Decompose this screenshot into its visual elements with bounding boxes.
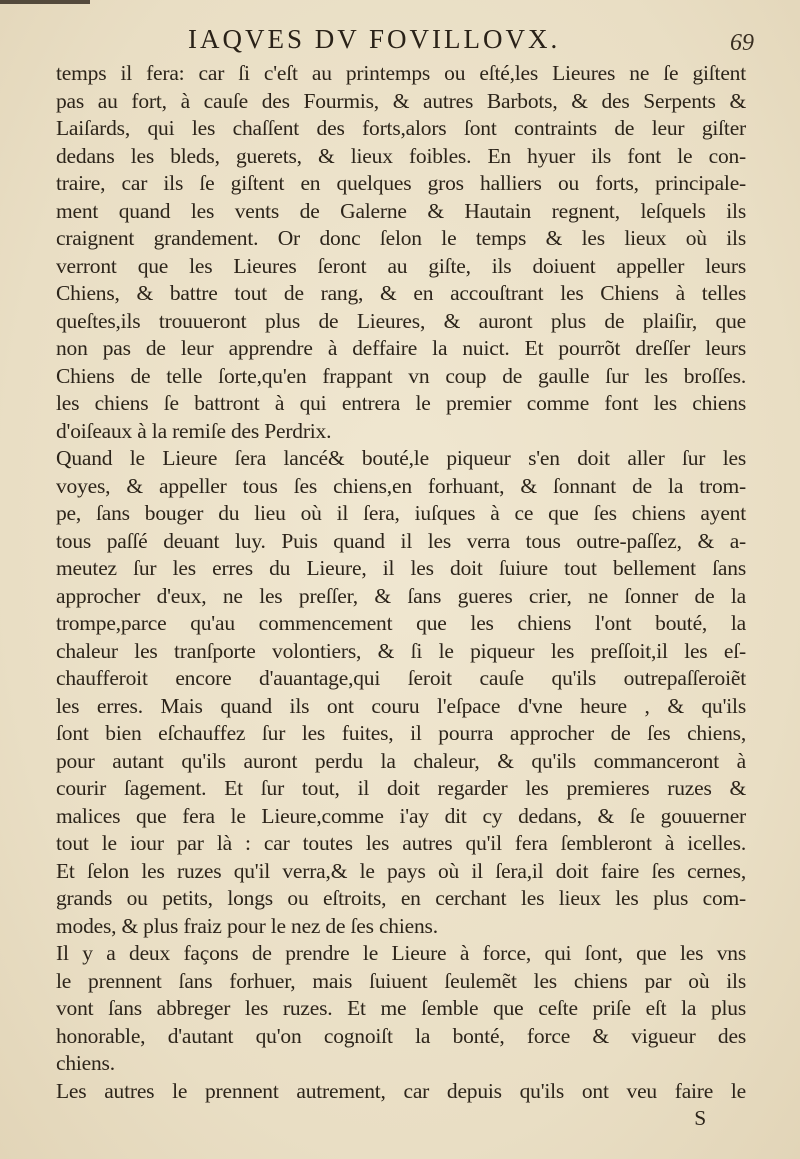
catchword: S [694,1106,706,1130]
page-number: 69 [730,30,754,56]
text-line: chaufferoit encore d'auantage,qui ſeroit cauſe qu'ils outrepaſſeroiẽt [56,666,746,690]
text-line: Chiens, & battre tout de rang, & en accouſtrant les Chiens à telles [56,281,746,305]
text-line: pour autant qu'ils auront perdu la chaleur, & qu'ils commanceront à [56,748,746,773]
top-edge-mark [0,0,90,4]
text-line: approcher d'eux, ne les preſſer, & ſans gueres crier, ne ſonner de la [56,583,746,608]
paragraph-end-line: d'oiſeaux à la remiſe des Perdrix. [56,418,332,443]
paragraph-first-line: Les autres le prennent autrement, car depuis qu'ils ont veu faire le [56,1078,746,1103]
text-line: queſtes,ils trouueront plus de Lieures, & auront plus de plaiſir, que [56,308,746,333]
text-line: verront que les Lieures ſeront au giſte, ils doiuent appeller leurs [56,253,746,278]
text-line: craignent grandement. Or donc ſelon le temps & les lieux où ils [56,226,746,250]
text-line: dedans les bleds, guerets, & lieux foibles. En hyuer ils font le con- [56,143,746,168]
text-line: tous paſſé deuant luy. Puis quand il les verra tous outre-paſſez, & a- [56,528,746,553]
text-line: les chiens ſe battront à qui entrera le premier comme font les chiens [56,391,746,415]
text-line: non pas de leur apprendre à deffaire la nuict. Et pourrõt dreſſer leurs [56,336,746,360]
running-head [0,24,800,54]
text-line: honorable, d'autant qu'on cognoiſt la bonté, force & vigueur des [56,1023,746,1048]
paragraph-first-line: Quand le Lieure ſera lancé& bouté,le piqueur s'en doit aller ſur les [56,446,746,470]
text-line: pe, ſans bouger du lieu où il ſera, iuſques à ce que ſes chiens ayent [56,501,746,525]
running-title: IAQVES DV FOVILLOVX. [188,24,561,54]
text-line: vont ſans abbreger les ruzes. Et me ſemble que ceſte priſe eſt la plus [56,996,746,1020]
text-line: trompe,parce qu'au commencement que les chiens l'ont bouté, la [56,611,746,635]
text-line: Chiens de telle ſorte,qu'en frappant vn coup de gaulle ſur les broſſes. [56,363,746,388]
text-line: les erres. Mais quand ils ont couru l'eſpace d'vne heure , & qu'ils [56,693,746,718]
text-line: pas au fort, à cauſe des Fourmis, & autres Barbots, & des Serpents & [56,88,746,113]
text-line: malices que fera le Lieure,comme i'ay dit cy dedans, & ſe gouuerner [56,803,746,828]
text-line: meutez ſur les erres du Lieure, il les doit ſuiure tout bellement ſans [56,556,746,580]
text-line: temps il fera: car ſi c'eſt au printemps ou eſté,les Lieures ne ſe giſtent [56,61,746,85]
text-line: courir ſagement. Et ſur tout, il doit regarder les premieres ruzes & [56,776,746,800]
text-line: traire, car ils ſe giſtent en quelques gros halliers ou forts, principale- [56,171,746,195]
text-block [56,60,746,1133]
text-line: Et ſelon les ruzes qu'il verra,& le pays où il ſera,il doit faire ſes cernes, [56,858,746,883]
text-line: le prennent ſans forhuer, mais ſuiuent ſeulemẽt les chiens par où ils [56,968,746,993]
paragraph-end-line: chiens. [56,1051,115,1075]
text-line: ment quand les vents de Galerne & Hautain regnent, leſquels ils [56,198,746,223]
paragraph-end-line: modes, & plus fraiz pour le nez de ſes chiens. [56,913,438,938]
text-line: voyes, & appeller tous ſes chiens,en forhuant, & ſonnant de la trom- [56,473,746,498]
text-line: Laiſards, qui les chaſſent des forts,alors ſont contraints de leur giſter [56,116,746,140]
text-line: tout le iour par là : car toutes les autres qu'il fera ſembleront à icelles. [56,831,746,855]
text-line: ſont bien eſchauffez ſur les fuites, il pourra approcher de ſes chiens, [56,721,746,745]
text-line: chaleur les tranſporte volontiers, & ſi le piqueur les preſſoit,il les eſ- [56,638,746,663]
text-line: grands ou petits, longs ou eſtroits, en cerchant les lieux les plus com- [56,886,746,910]
paragraph-first-line: Il y a deux façons de prendre le Lieure à force, qui ſont, que les vns [56,941,746,965]
